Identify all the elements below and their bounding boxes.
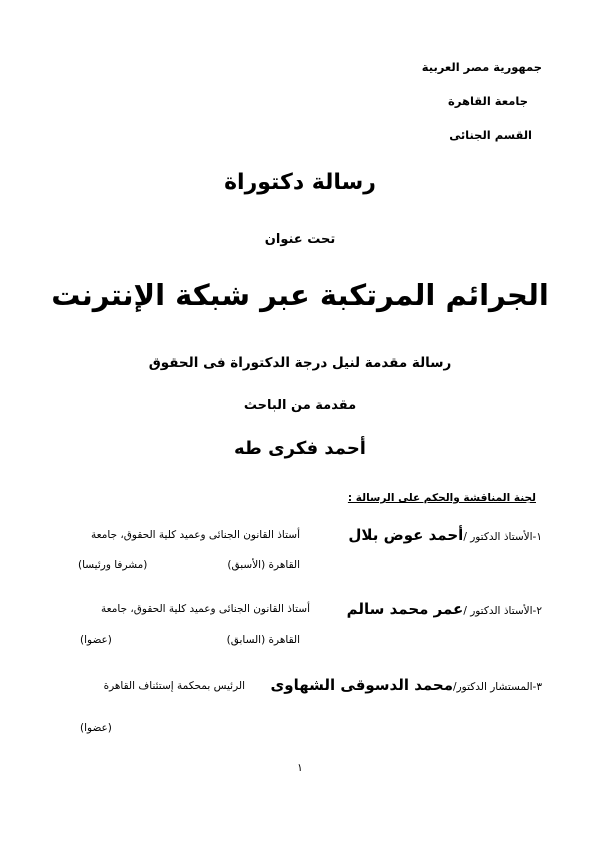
committee-member-3-line [271, 676, 542, 694]
thesis-purpose: رسالة مقدمة لنيل درجة الدكتوراة فى الحقوق [148, 355, 452, 371]
member-3-prefix: ٣-المستشار الدكتور/ [453, 681, 542, 693]
member-1-desc-line1: أستاذ القانون الجنائى وعميد كلية الحقوق، جامعة [91, 529, 300, 541]
committee-member-2-line [347, 600, 542, 618]
member-1-prefix: ١-الأستاذ الدكتور / [463, 531, 542, 543]
thesis-type: رسالة دكتوراة [224, 170, 376, 195]
researcher-name: أحمد فكرى طه [234, 438, 366, 459]
member-3-role: (عضوا) [80, 722, 112, 734]
header-department: القسم الجنائى [449, 128, 532, 142]
member-2-role: (عضوا) [80, 634, 112, 646]
committee-heading: لجنة المناقشة والحكم على الرسالة : [347, 492, 536, 504]
page-number: ١ [297, 762, 303, 774]
member-2-prefix: ٢-الأستاذ الدكتور / [463, 605, 542, 617]
member-2-desc-line2: القاهرة (السابق) [226, 634, 300, 646]
member-3-desc-line1: الرئيس بمحكمة إستئناف القاهرة [103, 680, 245, 692]
member-1-role: (مشرفا ورئيسا) [78, 559, 148, 571]
under-title: تحت عنوان [264, 232, 336, 247]
member-1-desc-line2: القاهرة (الأسبق) [227, 559, 300, 571]
member-3-name: محمد الدسوقى الشهاوى [270, 676, 454, 694]
header-university: جامعة القاهرة [448, 94, 528, 108]
header-country: جمهورية مصر العربية [421, 60, 542, 74]
member-2-desc-line1: أستاذ القانون الجنائى وعميد كلية الحقوق، جامعة [101, 603, 310, 615]
main-title: الجرائم المرتكبة عبر شبكة الإنترنت [51, 278, 549, 312]
member-1-name: أحمد عوض بلال [348, 526, 464, 544]
presented-by: مقدمة من الباحث [243, 398, 357, 413]
committee-member-1-line [348, 526, 542, 544]
member-2-name: عمر محمد سالم [346, 600, 464, 618]
